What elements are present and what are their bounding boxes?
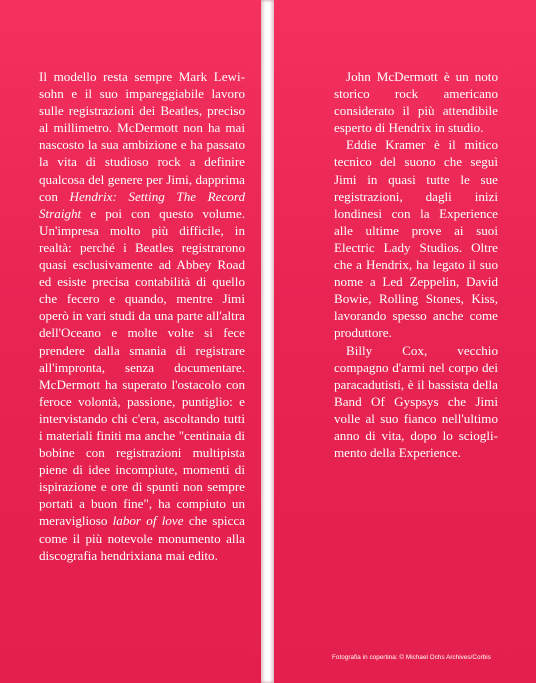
right-paragraph-2: Eddie Kramer è il mitico tecnico del suono che seguì Jimi in quasi tutte le sue registrazioni, dagli inizi londinesi con la Experience alle ultime prove ai suoi Electric Lady Studios. Oltre che a Hendrix, ha legato il suo nome a Led Zeppelin, David Bowie, Rolling Stones, Kiss, lavorando spesso anche come produttore.: [334, 137, 498, 341]
left-paragraph-1: Il modello resta sempre Mark Lewisohn e il suo impareggiabile lavoro sulle registrazioni dei Beatles, preciso al millimetro. McDermott non ha mai nascosto la sua ambizione e ha passato la vita di studioso rock a definire qualcosa del genere per Jimi, dapprima con Hendrix: Setting The Record Straight e poi con questo volume. Un'impresa molto più difficile, in realtà: perché i Beatles registrarono quasi esclusivamente ad Abbey Road ed esiste precisa contabilità di quello che fecero e quando, mentre Jimi operò in vari studi da una parte all'altra dell'Oceano e molte volte si fece prendere dalla smania di registrare all'impronta, senza documentare. McDermott ha superato l'ostacolo con feroce volontà, passione, puntiglio: e intervistando chi c'era, ascoltando tutti i materiali finiti ma anche "centinaia di bobine con registrazioni multipista piene di idee incompiute, momenti di ispirazione e ore di spunti non sempre portati a buon fine", ha compiuto un meraviglioso labor of love che spicca come il più notevole monumento alla discografia hendrixiana mai edito.: [39, 69, 245, 563]
right-paragraph-1: John McDermott è un noto storico rock americano considerato il più attendibile esperto di Hendrix in studio.: [334, 69, 498, 136]
left-flap: [0, 0, 261, 683]
right-paragraph-3: Billy Cox, vecchio compagno d'armi nel corpo dei paracadutisti, è il bassista della Band Of Gyspsys che Jimi volle al suo fianco nell'ultimo anno di vita, dopo lo scioglimento della Experience.: [334, 342, 498, 461]
right-column-text: [334, 68, 498, 461]
left-column-text: [39, 68, 245, 564]
fold-gap: [261, 0, 274, 683]
cover-photo-credit: Fotografia in copertina: © Michael Ochs Archives/Corbis: [332, 654, 491, 661]
